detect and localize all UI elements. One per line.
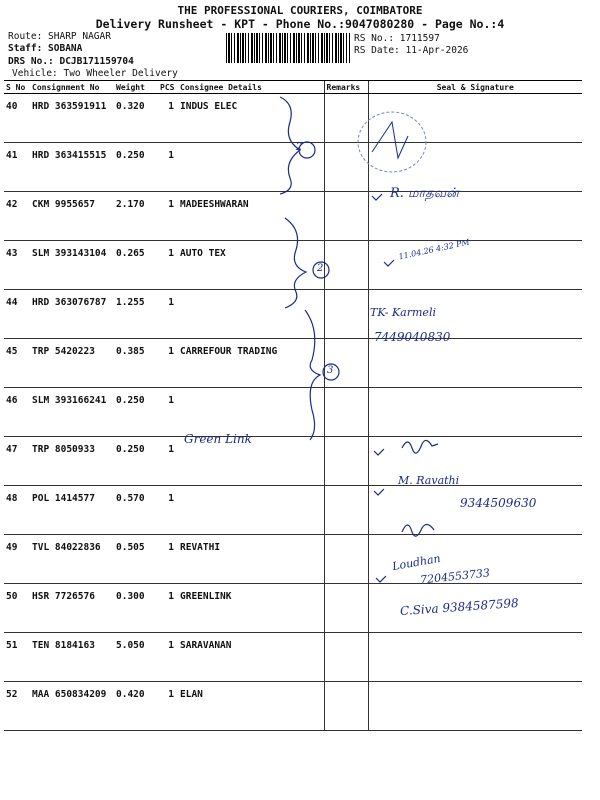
row-consignment: TVL 84022836: [30, 535, 114, 584]
col-pcs: PCS: [158, 81, 178, 94]
rs-date: RS Date: 11-Apr-2026: [354, 45, 469, 56]
row-consignment: HRD 363076787: [30, 290, 114, 339]
row-consignee: INDUS ELEC: [178, 94, 324, 143]
row-consignee: REVATHI: [178, 535, 324, 584]
seal-stamp-signature: [372, 122, 408, 158]
group-number-3: 3: [327, 365, 334, 376]
row-sno: 51: [4, 633, 30, 682]
company-title: THE PROFESSIONAL COURIERS, COIMBATORE: [177, 4, 423, 17]
check-mark-51: [376, 576, 386, 582]
consignee-row-48: Green Link: [184, 432, 252, 446]
row-weight: 0.505: [114, 535, 158, 584]
row-consignee: GREENLINK: [178, 584, 324, 633]
row-consignment: POL 1414577: [30, 486, 114, 535]
signature-row-42: R. மாதவன்: [390, 186, 459, 201]
route-info: Route: SHARP NAGAR: [8, 31, 111, 42]
row-consignment: HSR 7726576: [30, 584, 114, 633]
row-pcs: 1: [158, 192, 178, 241]
col-consignment: Consignment No: [30, 81, 114, 94]
signature-row-45-phone: 7449040830: [374, 330, 451, 344]
col-sno: S No: [4, 81, 30, 94]
row-sno: 41: [4, 143, 30, 192]
group-number-2: 2: [317, 263, 324, 274]
row-sno: 46: [4, 388, 30, 437]
row-sno: 49: [4, 535, 30, 584]
group-number-1: 2: [296, 142, 303, 153]
row-weight: 0.570: [114, 486, 158, 535]
row-consignee: AUTO TEX: [178, 241, 324, 290]
row-pcs: 1: [158, 486, 178, 535]
row-pcs: 1: [158, 339, 178, 388]
row-pcs: 1: [158, 388, 178, 437]
check-mark-48: [374, 449, 384, 455]
row-consignee: MADEESHWARAN: [178, 192, 324, 241]
col-seal: Seal & Signature: [368, 81, 582, 94]
signature-row-43: 11.04.26 4:32 PM: [397, 237, 471, 262]
row-sno: 45: [4, 339, 30, 388]
row-sno: 40: [4, 94, 30, 143]
runsheet-subtitle: Delivery Runsheet - KPT - Phone No.:9047080280 - Page No.:4: [95, 17, 505, 31]
check-mark-43: [384, 260, 394, 266]
row-sno: 52: [4, 682, 30, 731]
check-mark-42: [372, 194, 382, 200]
row-sno: 44: [4, 290, 30, 339]
row-consignment: HRD 363415515: [30, 143, 114, 192]
row-consignment: SLM 393166241: [30, 388, 114, 437]
row-weight: 0.300: [114, 584, 158, 633]
check-mark-49: [374, 489, 384, 495]
signature-row-52: C.Siva 9384587598: [399, 595, 520, 619]
col-remarks: Remarks: [324, 81, 368, 94]
row-weight: 0.385: [114, 339, 158, 388]
row-consignment: SLM 393143104: [30, 241, 114, 290]
row-pcs: 1: [158, 584, 178, 633]
row-pcs: 1: [158, 633, 178, 682]
row-pcs: 1: [158, 94, 178, 143]
signature-row-49-name: M. Ravathi: [398, 474, 460, 487]
row-weight: 2.170: [114, 192, 158, 241]
seal-stamp: [358, 112, 426, 172]
row-consignment: TRP 8050933: [30, 437, 114, 486]
row-pcs: 1: [158, 241, 178, 290]
row-weight: 0.320: [114, 94, 158, 143]
group-brace-2: [285, 218, 306, 308]
row-consignment: CKM 9955657: [30, 192, 114, 241]
signature-row-51-name: Loudhan: [391, 551, 442, 574]
row-consignment: HRD 363591911: [30, 94, 114, 143]
row-consignment: MAA 650834209: [30, 682, 114, 731]
col-weight: Weight: [114, 81, 158, 94]
row-sno: 42: [4, 192, 30, 241]
row-weight: 0.250: [114, 388, 158, 437]
row-consignment: TRP 5420223: [30, 339, 114, 388]
row-weight: 5.050: [114, 633, 158, 682]
signature-row-49-phone: 9344509630: [460, 496, 537, 510]
row-sno: 48: [4, 486, 30, 535]
group-brace-3: [305, 310, 320, 440]
row-weight: 0.420: [114, 682, 158, 731]
row-pcs: 1: [158, 437, 178, 486]
staff-info: Staff: SOBANA: [8, 43, 83, 54]
row-weight: 0.250: [114, 143, 158, 192]
row-consignee: CARREFOUR TRADING: [178, 339, 324, 388]
row-sno: 43: [4, 241, 30, 290]
rs-number: RS No.: 1711597: [354, 33, 440, 44]
vehicle-info: Vehicle: Two Wheeler Delivery: [12, 68, 178, 79]
col-consignee: Consignee Details: [178, 81, 324, 94]
drs-info: DRS No.: DCJB171159704: [8, 56, 134, 67]
signature-row-51-phone: 7204553733: [419, 566, 491, 587]
row-pcs: 1: [158, 535, 178, 584]
signature-scribble-50: [402, 524, 434, 536]
row-pcs: 1: [158, 682, 178, 731]
row-sno: 50: [4, 584, 30, 633]
row-consignee: SARAVANAN: [178, 633, 324, 682]
row-weight: 0.265: [114, 241, 158, 290]
row-sno: 47: [4, 437, 30, 486]
row-pcs: 1: [158, 143, 178, 192]
row-weight: 1.255: [114, 290, 158, 339]
signature-scribble-48: [402, 440, 438, 453]
signature-row-45-name: TK- Karmeli: [370, 306, 436, 319]
row-pcs: 1: [158, 290, 178, 339]
row-weight: 0.250: [114, 437, 158, 486]
row-consignment: TEN 8184163: [30, 633, 114, 682]
row-consignee: ELAN: [178, 682, 324, 731]
